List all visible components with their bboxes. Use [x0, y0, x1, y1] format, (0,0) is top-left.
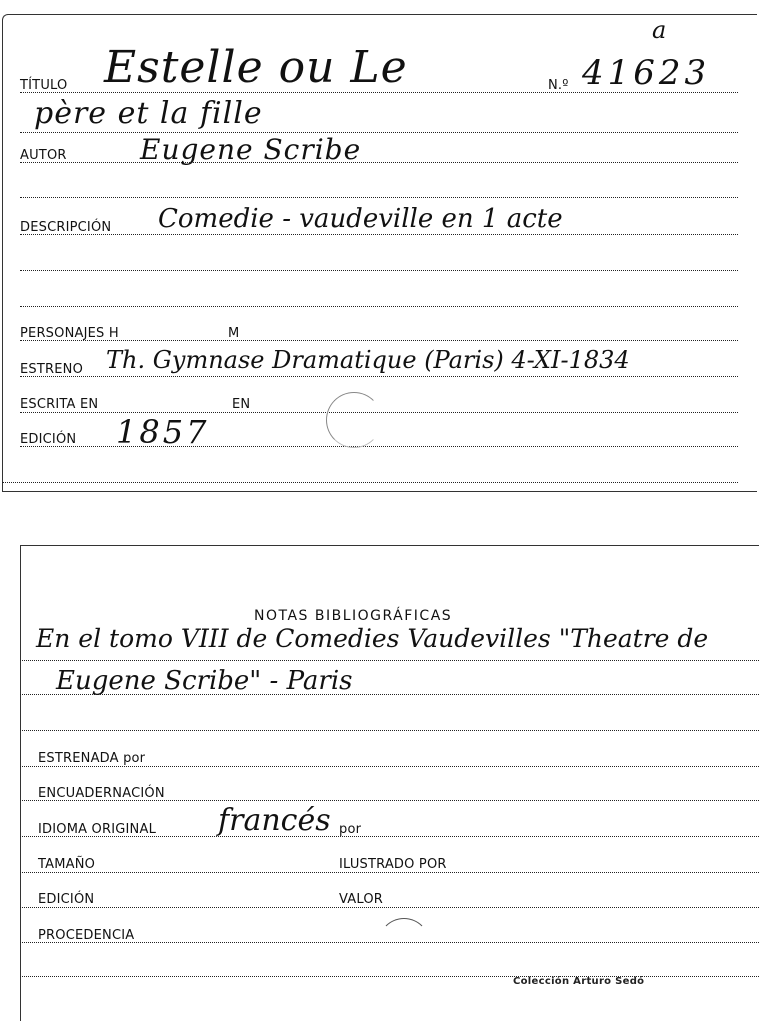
blank-line-2 — [20, 270, 738, 271]
edicion-back-label: EDICIÓN — [38, 892, 95, 907]
notas-line-1 — [20, 660, 759, 661]
tamano-line — [20, 872, 759, 873]
edicion-label: EDICIÓN — [20, 432, 77, 447]
edicion-value: 1857 — [116, 413, 210, 451]
ilustrado-label: ILUSTRADO POR — [339, 857, 447, 872]
escrita-en2-label: EN — [232, 397, 251, 412]
bottom-line-back — [20, 976, 759, 977]
personajes-line — [20, 340, 738, 341]
idioma-value: francés — [218, 803, 331, 838]
estreno-value: Th. Gymnase Dramatique (Paris) 4-XI-1834 — [106, 346, 630, 374]
collector-stamp: Colección Arturo Sedó — [513, 976, 645, 987]
titulo-continuation-line — [20, 132, 738, 133]
numero-label: N.º — [548, 78, 569, 93]
personajes-m-label: M — [228, 326, 240, 341]
notas-heading: NOTAS BIBLIOGRÁFICAS — [254, 608, 453, 624]
descripcion-line — [20, 234, 738, 235]
valor-label: VALOR — [339, 892, 383, 907]
personajes-label: PERSONAJES H — [20, 326, 119, 341]
notas-value-line2: Eugene Scribe" - Paris — [56, 666, 353, 696]
edicion-back-line — [20, 907, 759, 908]
escrita-en-label: ESCRITA EN — [20, 397, 99, 412]
encuadernacion-label: ENCUADERNACIÓN — [38, 786, 165, 801]
punch-hole-front — [326, 392, 382, 448]
autor-line — [20, 162, 738, 163]
autor-label: AUTOR — [20, 148, 67, 163]
titulo-label: TÍTULO — [20, 78, 68, 93]
bottom-line-front — [2, 482, 738, 483]
titulo-value-line1: Estelle ou Le — [104, 42, 408, 93]
numero-value: 41623 — [582, 53, 711, 93]
autor-value: Eugene Scribe — [140, 133, 362, 166]
procedencia-label: PROCEDENCIA — [38, 928, 135, 943]
notas-line-3 — [20, 730, 759, 731]
punch-hole-back — [378, 918, 430, 970]
idioma-por-label: por — [339, 822, 362, 837]
estrenada-label: ESTRENADA por — [38, 751, 146, 766]
estrenada-line — [20, 766, 759, 767]
estreno-line — [20, 376, 738, 377]
numero-mark: a — [652, 16, 667, 44]
tamano-label: TAMAÑO — [38, 857, 96, 872]
blank-line-3 — [20, 306, 738, 307]
descripcion-value: Comedie - vaudeville en 1 acte — [158, 204, 563, 234]
idioma-label: IDIOMA ORIGINAL — [38, 822, 157, 837]
descripcion-label: DESCRIPCIÓN — [20, 220, 112, 235]
estreno-label: ESTRENO — [20, 362, 84, 377]
notas-value-line1: En el tomo VIII de Comedies Vaudevilles "Theatre de — [36, 624, 709, 653]
blank-line-1 — [20, 197, 738, 198]
titulo-value-line2: père et la fille — [34, 96, 263, 131]
